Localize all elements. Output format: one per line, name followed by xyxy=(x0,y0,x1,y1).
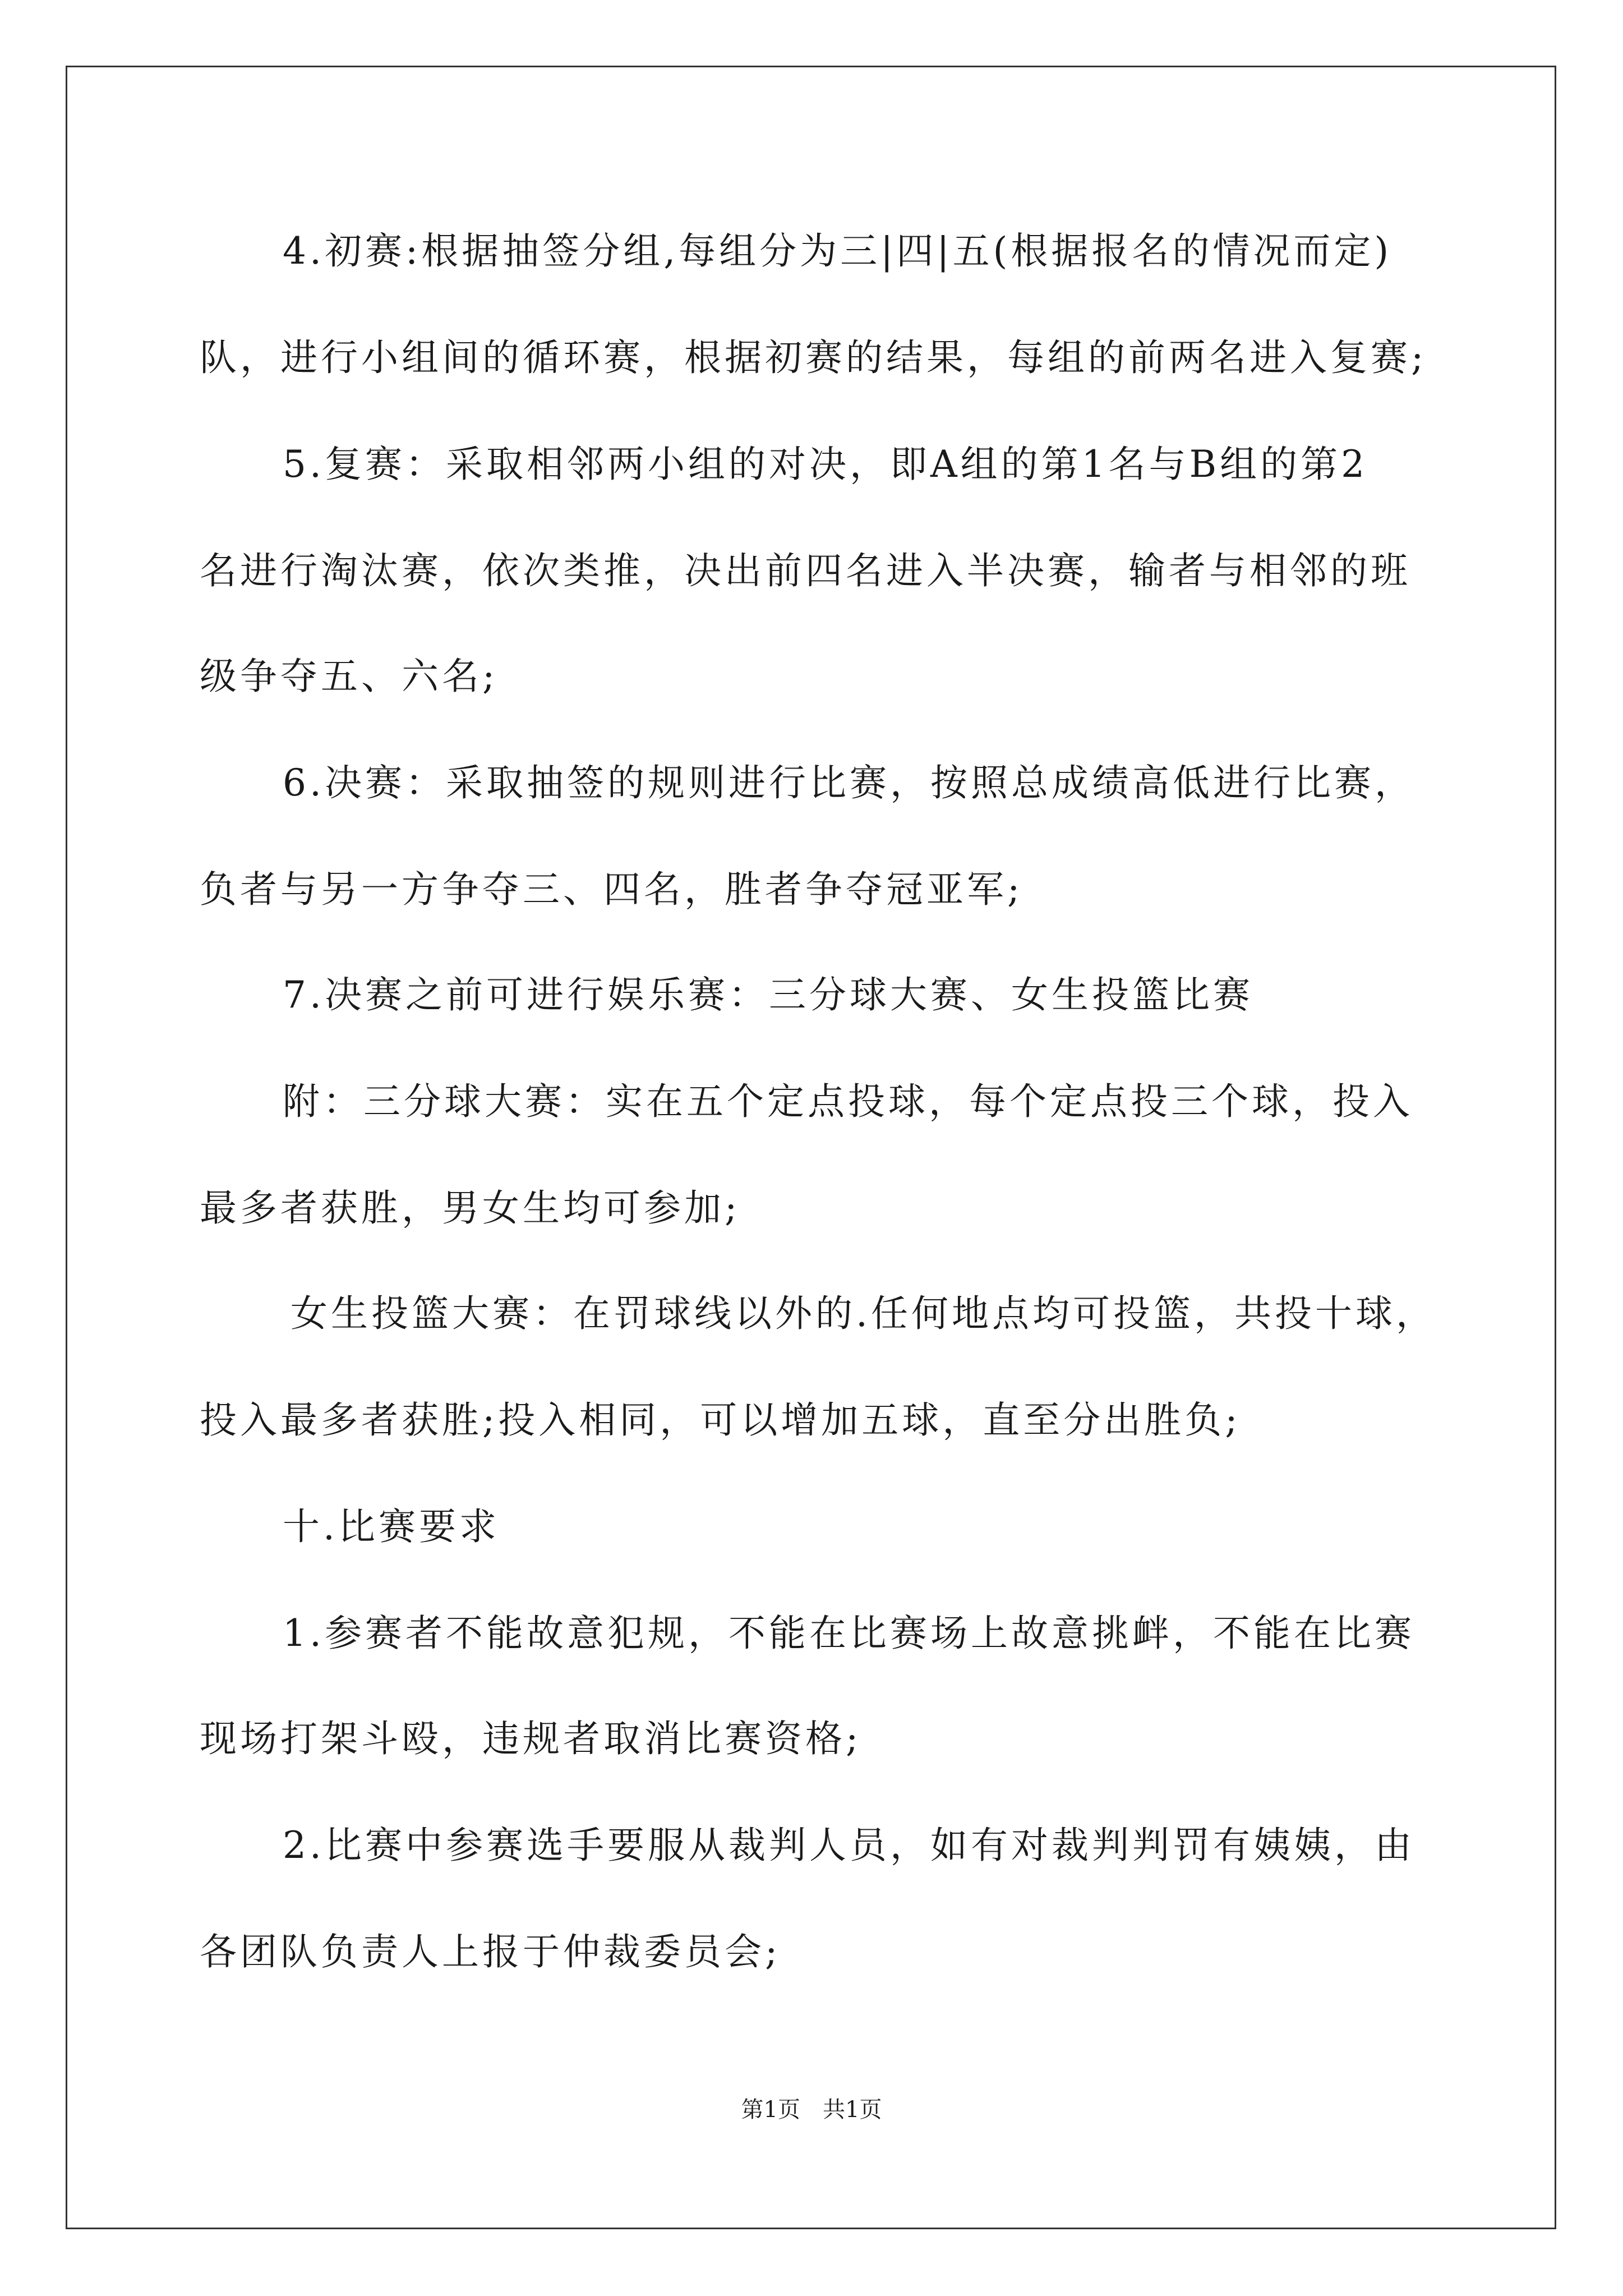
page-border xyxy=(66,66,1556,2229)
text-line: 附：三分球大赛：实在五个定点投球，每个定点投三个球，投入 xyxy=(283,1080,1413,1123)
text-line: 负者与另一方争夺三、四名，胜者争夺冠亚军; xyxy=(200,868,1023,911)
text-line: 2.比赛中参赛选手要服从裁判人员，如有对裁判判罚有姨姨，由 xyxy=(283,1824,1415,1867)
text-line: 现场打架斗殴，违规者取消比赛资格; xyxy=(200,1717,862,1760)
text-line: 投入最多者获胜;投入相同，可以增加五球，直至分出胜负; xyxy=(200,1398,1241,1442)
text-line: 名进行淘汰赛，依次类推，决出前四名进入半决赛，输者与相邻的班 xyxy=(200,549,1411,592)
section-heading: 十.比赛要求 xyxy=(283,1505,500,1548)
text-line: 队，进行小组间的循环赛，根据初赛的结果，每组的前两名进入复赛; xyxy=(200,336,1427,379)
text-line: 最多者获胜，男女生均可参加; xyxy=(200,1186,741,1230)
text-line: 5.复赛：采取相邻两小组的对决，即A组的第1名与B组的第2 xyxy=(283,443,1368,486)
text-line: 女生投篮大赛：在罚球线以外的.任何地点均可投篮，共投十球， xyxy=(291,1292,1436,1335)
text-line: 级争夺五、六名; xyxy=(200,655,499,698)
text-line: 6.决赛：采取抽签的规则进行比赛，按照总成绩高低进行比赛， xyxy=(283,761,1415,804)
page-number: 第1页 共1页 xyxy=(741,2097,882,2123)
text-line: 4.初赛:根据抽签分组,每组分为三|四|五(根据报名的情况而定) xyxy=(283,229,1393,273)
text-line: 7.决赛之前可进行娱乐赛：三分球大赛、女生投篮比赛 xyxy=(283,973,1253,1016)
text-line: 各团队负责人上报于仲裁委员会; xyxy=(200,1930,781,1973)
text-line: 1.参赛者不能故意犯规，不能在比赛场上故意挑衅，不能在比赛 xyxy=(283,1612,1415,1655)
